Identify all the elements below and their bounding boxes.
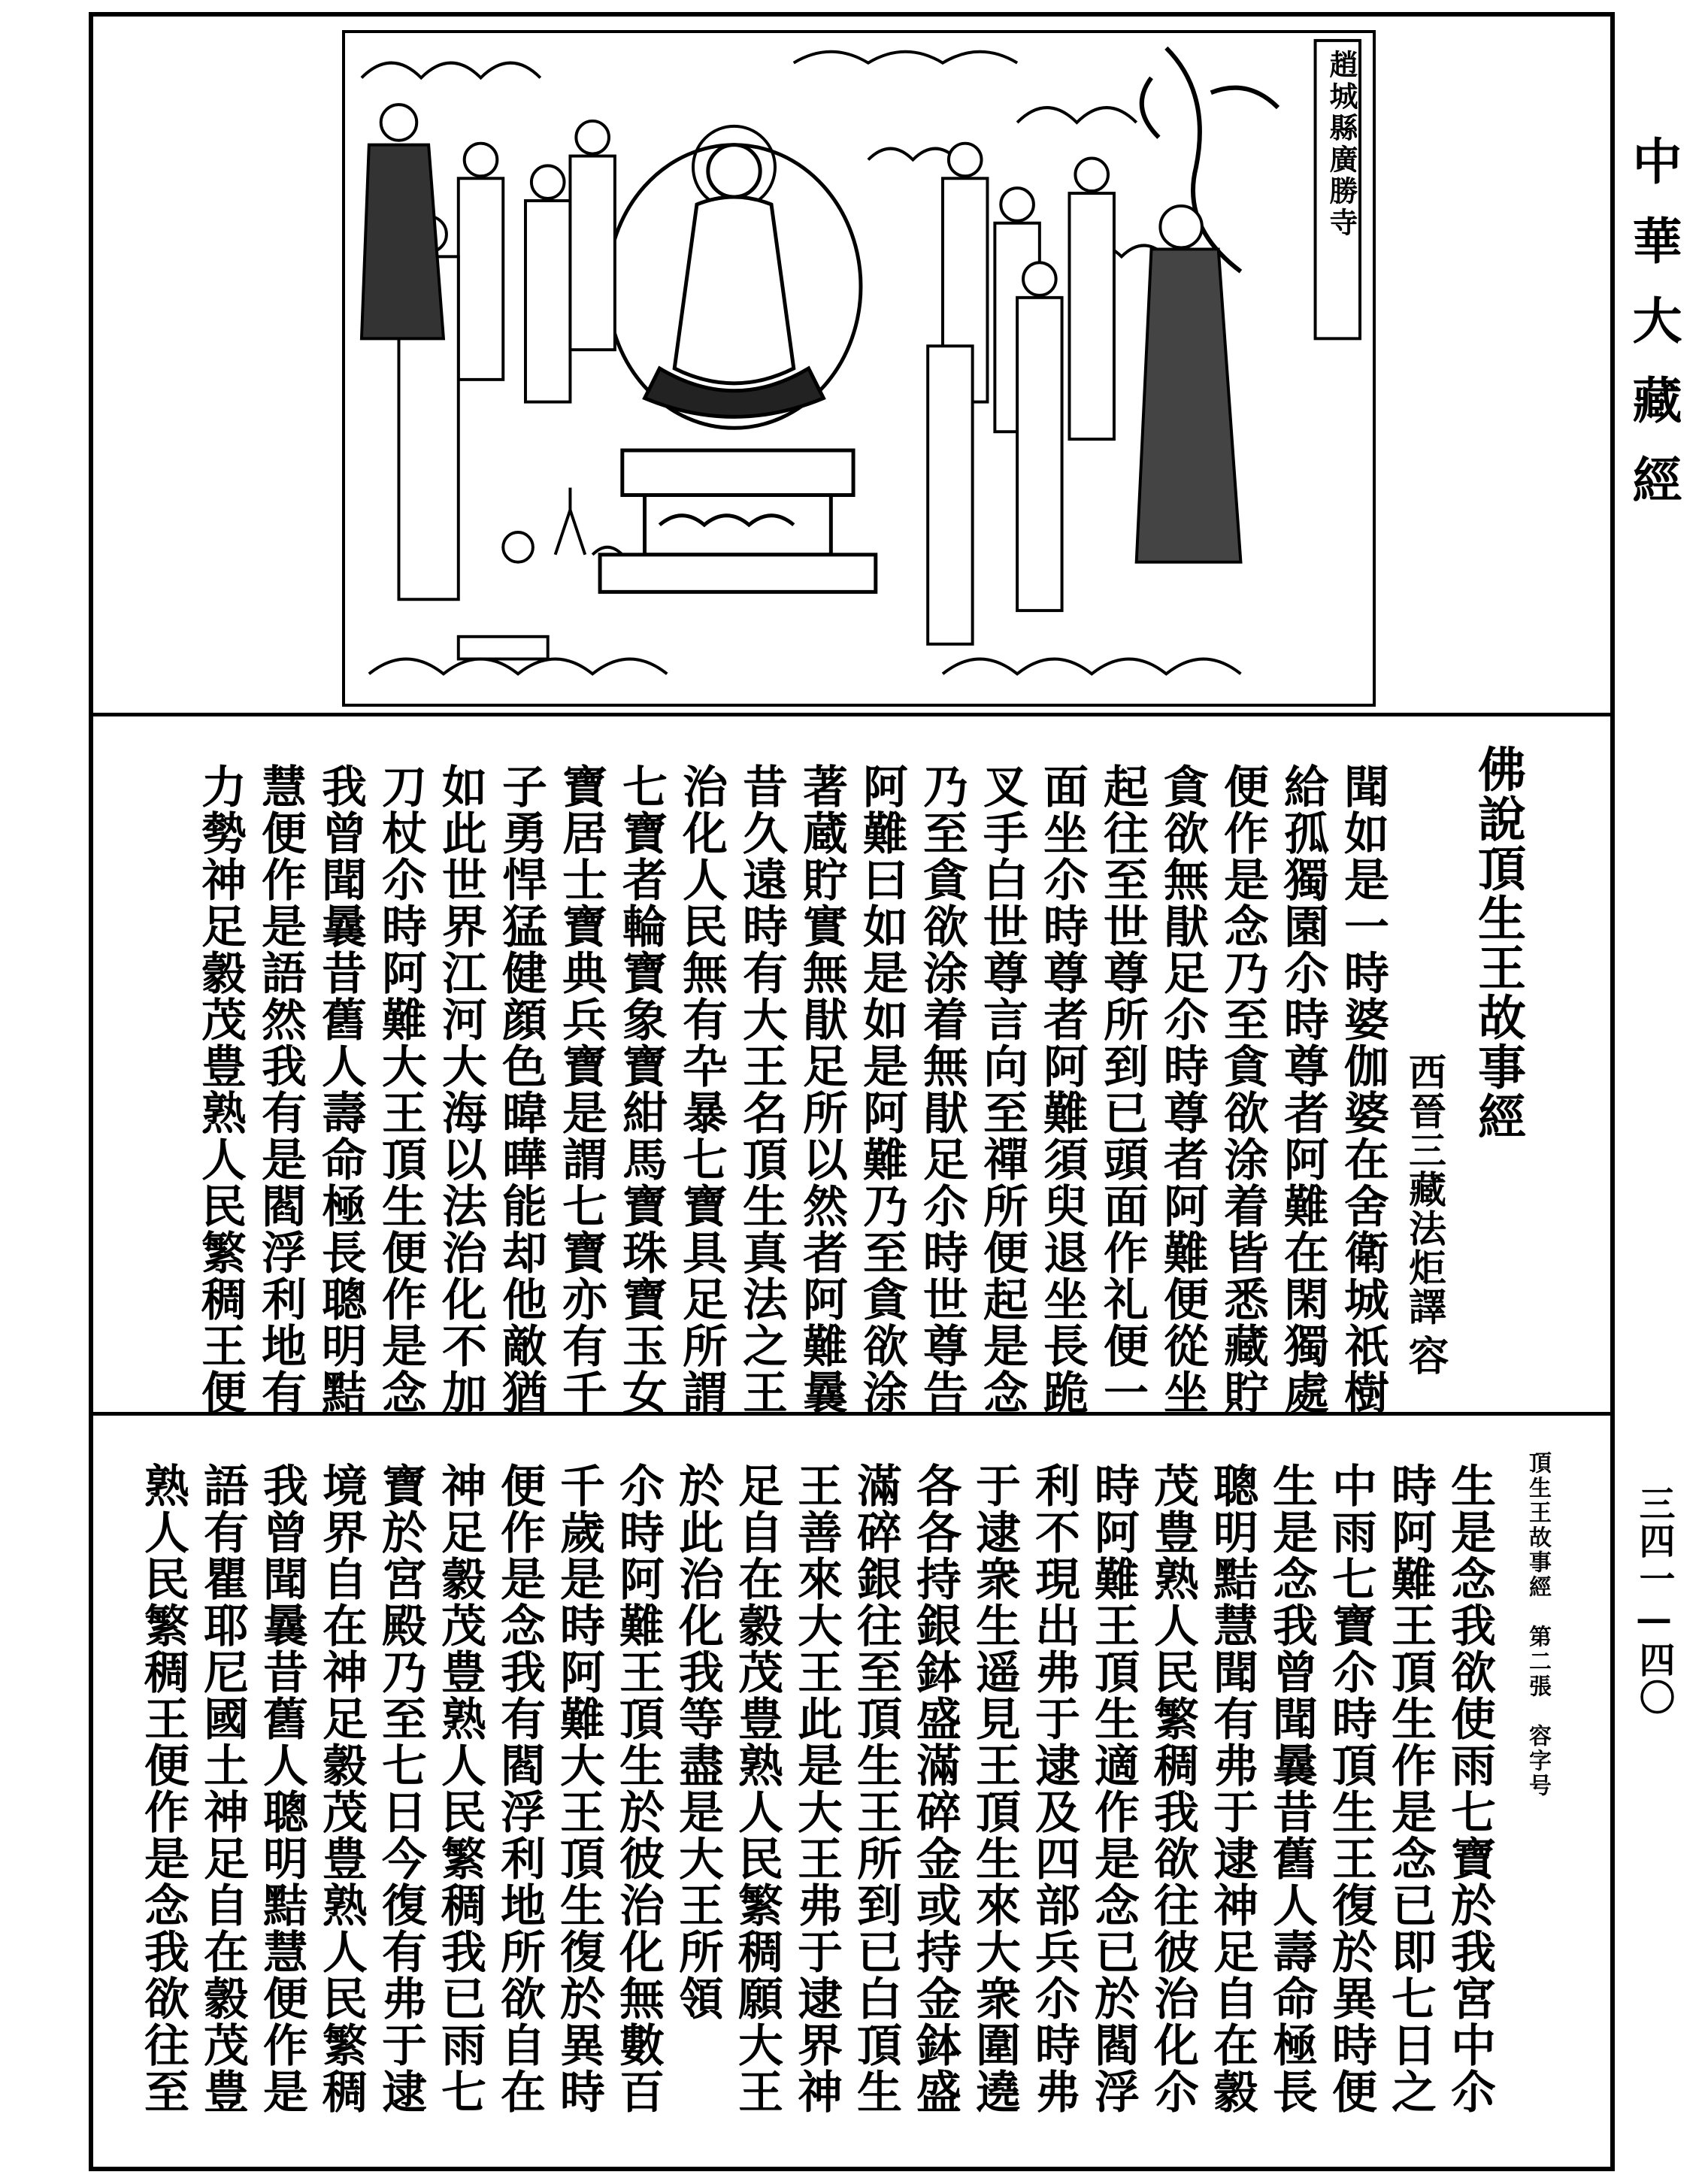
- frontispiece-illustration: [342, 30, 1376, 707]
- text-column: 聞如是一時婆伽婆在舍衛城祇樹: [1337, 763, 1389, 1416]
- text-column: 足自在豰茂豊熟人民繁稠願大王: [731, 1462, 783, 2115]
- text-column: 七寶者輪寶象寶紺馬寶珠寶玉女: [615, 763, 668, 1416]
- section-divider-top: [89, 713, 1615, 716]
- text-column: 便作是念乃至貪欲涂着皆悉藏貯: [1216, 763, 1269, 1416]
- translator-line: 西晉三藏法炬譯: [1403, 1053, 1447, 1326]
- text-column: 于逮衆生遥見王頂生來大衆圍遶: [968, 1462, 1021, 2115]
- text-column: 力勢神足豰茂豊熟人民繁稠王便: [194, 763, 247, 1416]
- text-column: 便作是念我有閻浮利地所欲自在: [493, 1462, 546, 2115]
- sutra-title: 佛說頂生王故事經: [1470, 744, 1526, 1141]
- text-column: 給孤獨園尒時尊者阿難在閑獨處: [1276, 763, 1329, 1416]
- text-column: 昔久遠時有大王名頂生真法之王: [735, 763, 788, 1416]
- text-column: 聰明黠慧聞有弗于逮神足自在豰: [1206, 1462, 1258, 2115]
- text-column: 時阿難王頂生作是念已即七日之: [1384, 1462, 1437, 2115]
- text-column: 慧便作是語然我有是閻浮利地有: [254, 763, 307, 1416]
- page-number: 三四一—四〇: [1633, 1485, 1675, 1716]
- text-column: 我曾聞曩昔舊人聰明黠慧便作是: [256, 1462, 308, 2115]
- text-column: 起往至世尊所到已頭面作礼便一: [1096, 763, 1149, 1416]
- temple-inscription: 趙城縣廣勝寺: [1325, 50, 1358, 239]
- text-column: 治化人民無有卆暴七寶具足所謂: [675, 763, 728, 1416]
- buddha-assembly-image: [345, 33, 1373, 704]
- text-column: 滿碎銀往至頂生王所到已白頂生: [849, 1462, 902, 2115]
- text-column: 著蔵貯實無猒足所以然者阿難曩: [795, 763, 848, 1416]
- text-column: 尒時阿難王頂生於彼治化無數百: [612, 1462, 665, 2115]
- text-column: 利不現出弗于逮及四部兵尒時弗: [1028, 1462, 1080, 2115]
- text-column: 寶於宮殿乃至七日今復有弗于逮: [374, 1462, 427, 2115]
- marginal-mark: 容: [1402, 1334, 1450, 1377]
- text-column: 語有瞿耶尼國土神足自在豰茂豊: [196, 1462, 249, 2115]
- text-column: 各各持銀鉢盛滿碎金或持金鉢盛: [909, 1462, 962, 2115]
- text-column: 中雨七寶尒時頂生王復於異時便: [1325, 1462, 1377, 2115]
- text-column: 寶居士寶典兵寶是謂七寶亦有千: [555, 763, 607, 1416]
- text-column: 茂豊熟人民繁稠我欲往彼治化尒: [1146, 1462, 1199, 2115]
- collection-title: 中華大藏經: [1624, 135, 1682, 534]
- text-column: 貪欲無猒足尒時尊者阿難便從坐: [1156, 763, 1209, 1416]
- text-column: 乃至貪欲涂着無猒足尒時世尊告: [916, 763, 968, 1416]
- text-column: 刀杖尒時阿難大王頂生便作是念: [374, 763, 427, 1416]
- text-column: 王善來大王此是大王弗于逮界神: [790, 1462, 843, 2115]
- text-column: 面坐尒時尊者阿難須臾退坐長跪: [1036, 763, 1089, 1416]
- text-column: 如此世界江河大海以法治化不加: [435, 763, 487, 1416]
- text-column: 神足豰茂豊熟人民繁稠我已雨七: [434, 1462, 486, 2115]
- text-column: 熟人民繁稠王便作是念我欲往至: [137, 1462, 189, 2115]
- text-column: 境界自在神足豰茂豊熟人民繁稠: [315, 1462, 368, 2115]
- marginal-note: 頂生王故事經 第二張 容字号: [1525, 1451, 1551, 1798]
- text-column: 千歲是時阿難大王頂生復於異時: [553, 1462, 605, 2115]
- text-column: 生是念我曾聞曩昔舊人壽命極長: [1265, 1462, 1318, 2115]
- text-column: 我曾聞曩昔舊人壽命極長聰明黠: [314, 763, 367, 1416]
- text-column: 於此治化我等盡是大王所領: [671, 1462, 724, 2022]
- text-column: 時阿難王頂生適作是念已於閻浮: [1087, 1462, 1140, 2115]
- text-column: 生是念我欲使雨七寶於我宮中尒: [1443, 1462, 1496, 2115]
- text-column: 阿難曰如是如是阿難乃至貪欲涂: [856, 763, 908, 1416]
- text-column: 叉手白世尊言向至禪所便起是念: [976, 763, 1028, 1416]
- text-column: 子勇悍猛健顔色暐曄能却他敵猶: [495, 763, 547, 1416]
